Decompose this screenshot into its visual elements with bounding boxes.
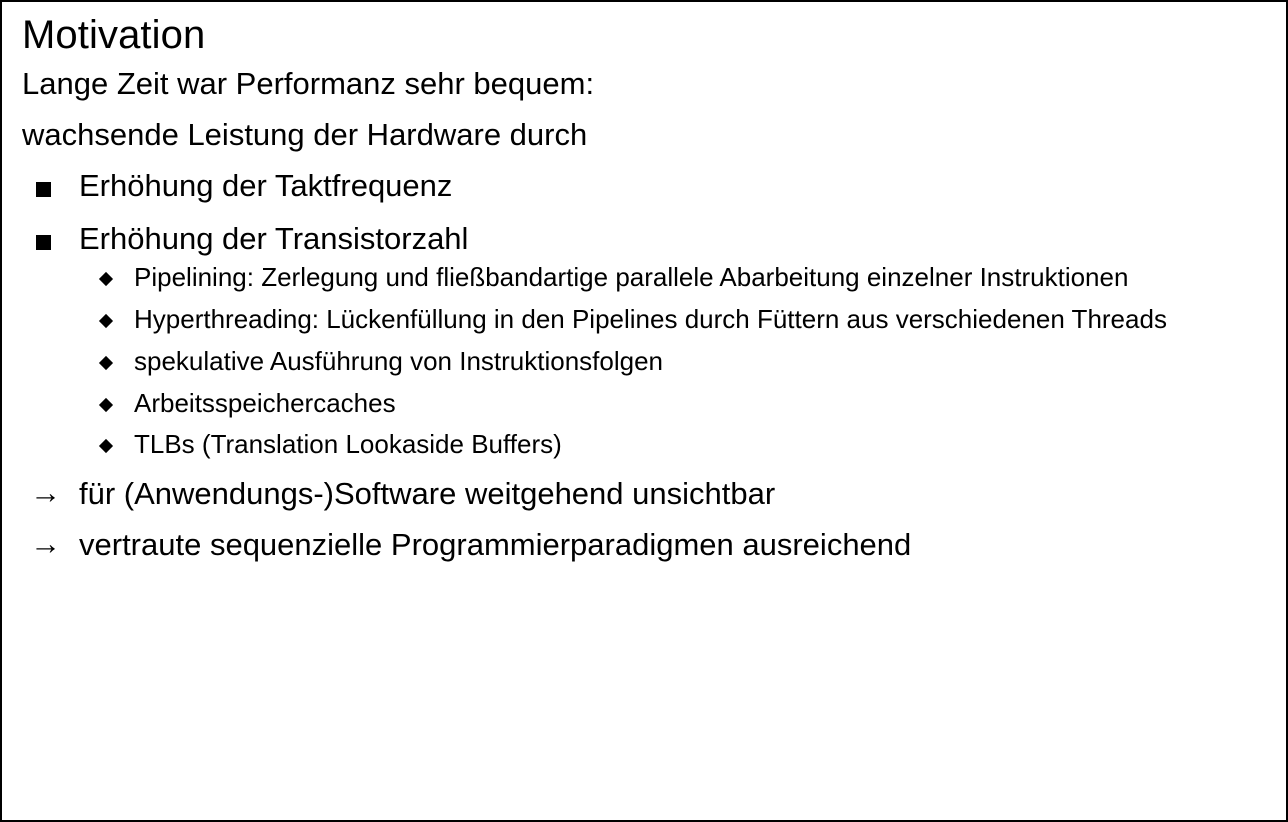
arrow-right-icon: → <box>30 526 61 562</box>
conclusion-text: vertraute sequenzielle Programmierparadigmen ausreichend <box>79 527 912 563</box>
list-item <box>22 166 1268 206</box>
diamond-bullet-icon <box>99 439 113 453</box>
list-item <box>79 262 1268 294</box>
list-item <box>22 219 1268 461</box>
sublist-wrapper <box>79 262 1268 461</box>
square-bullet-icon <box>36 235 51 250</box>
diamond-bullet-icon <box>99 314 113 328</box>
conclusion-text: für (Anwendungs-)Software weitgehend unsichtbar <box>79 476 776 511</box>
conclusion-line <box>22 474 1268 513</box>
arrow-right-icon: → <box>30 475 61 510</box>
bullet-label: Erhöhung der Taktfrequenz <box>79 168 453 204</box>
conclusion-line <box>22 525 1268 564</box>
sub-bullet-label: Pipelining: Zerlegung und fließbandartige parallele Abarbeitung einzelner Instruktionen <box>134 262 1129 293</box>
sub-bullet-label: spekulative Ausführung von Instruktionsfolgen <box>134 345 664 376</box>
lead-line-2: wachsende Leistung der Hardware durch <box>22 116 588 152</box>
sub-bullet-label: Hyperthreading: Lückenfüllung in den Pipelines durch Füttern aus verschiedenen Threads <box>134 304 1167 335</box>
square-bullet-icon <box>36 182 51 197</box>
list-item <box>79 346 1268 378</box>
lead-line-1: Lange Zeit war Performanz sehr bequem: <box>22 66 595 102</box>
list-item <box>79 429 1268 461</box>
bullet-list-level2 <box>79 262 1268 461</box>
page-title: Motivation <box>22 13 206 57</box>
diamond-bullet-icon <box>99 397 113 411</box>
diamond-bullet-icon <box>99 272 113 286</box>
sub-bullet-label: Arbeitsspeichercaches <box>134 387 396 418</box>
diamond-bullet-icon <box>99 356 113 370</box>
list-item <box>79 304 1268 336</box>
sub-bullet-label: TLBs (Translation Lookaside Buffers) <box>134 429 562 460</box>
bullet-label: Erhöhung der Transistorzahl <box>79 220 469 256</box>
bullet-list-level1 <box>22 166 1268 461</box>
list-item <box>79 388 1268 420</box>
slide-content <box>2 2 1286 564</box>
